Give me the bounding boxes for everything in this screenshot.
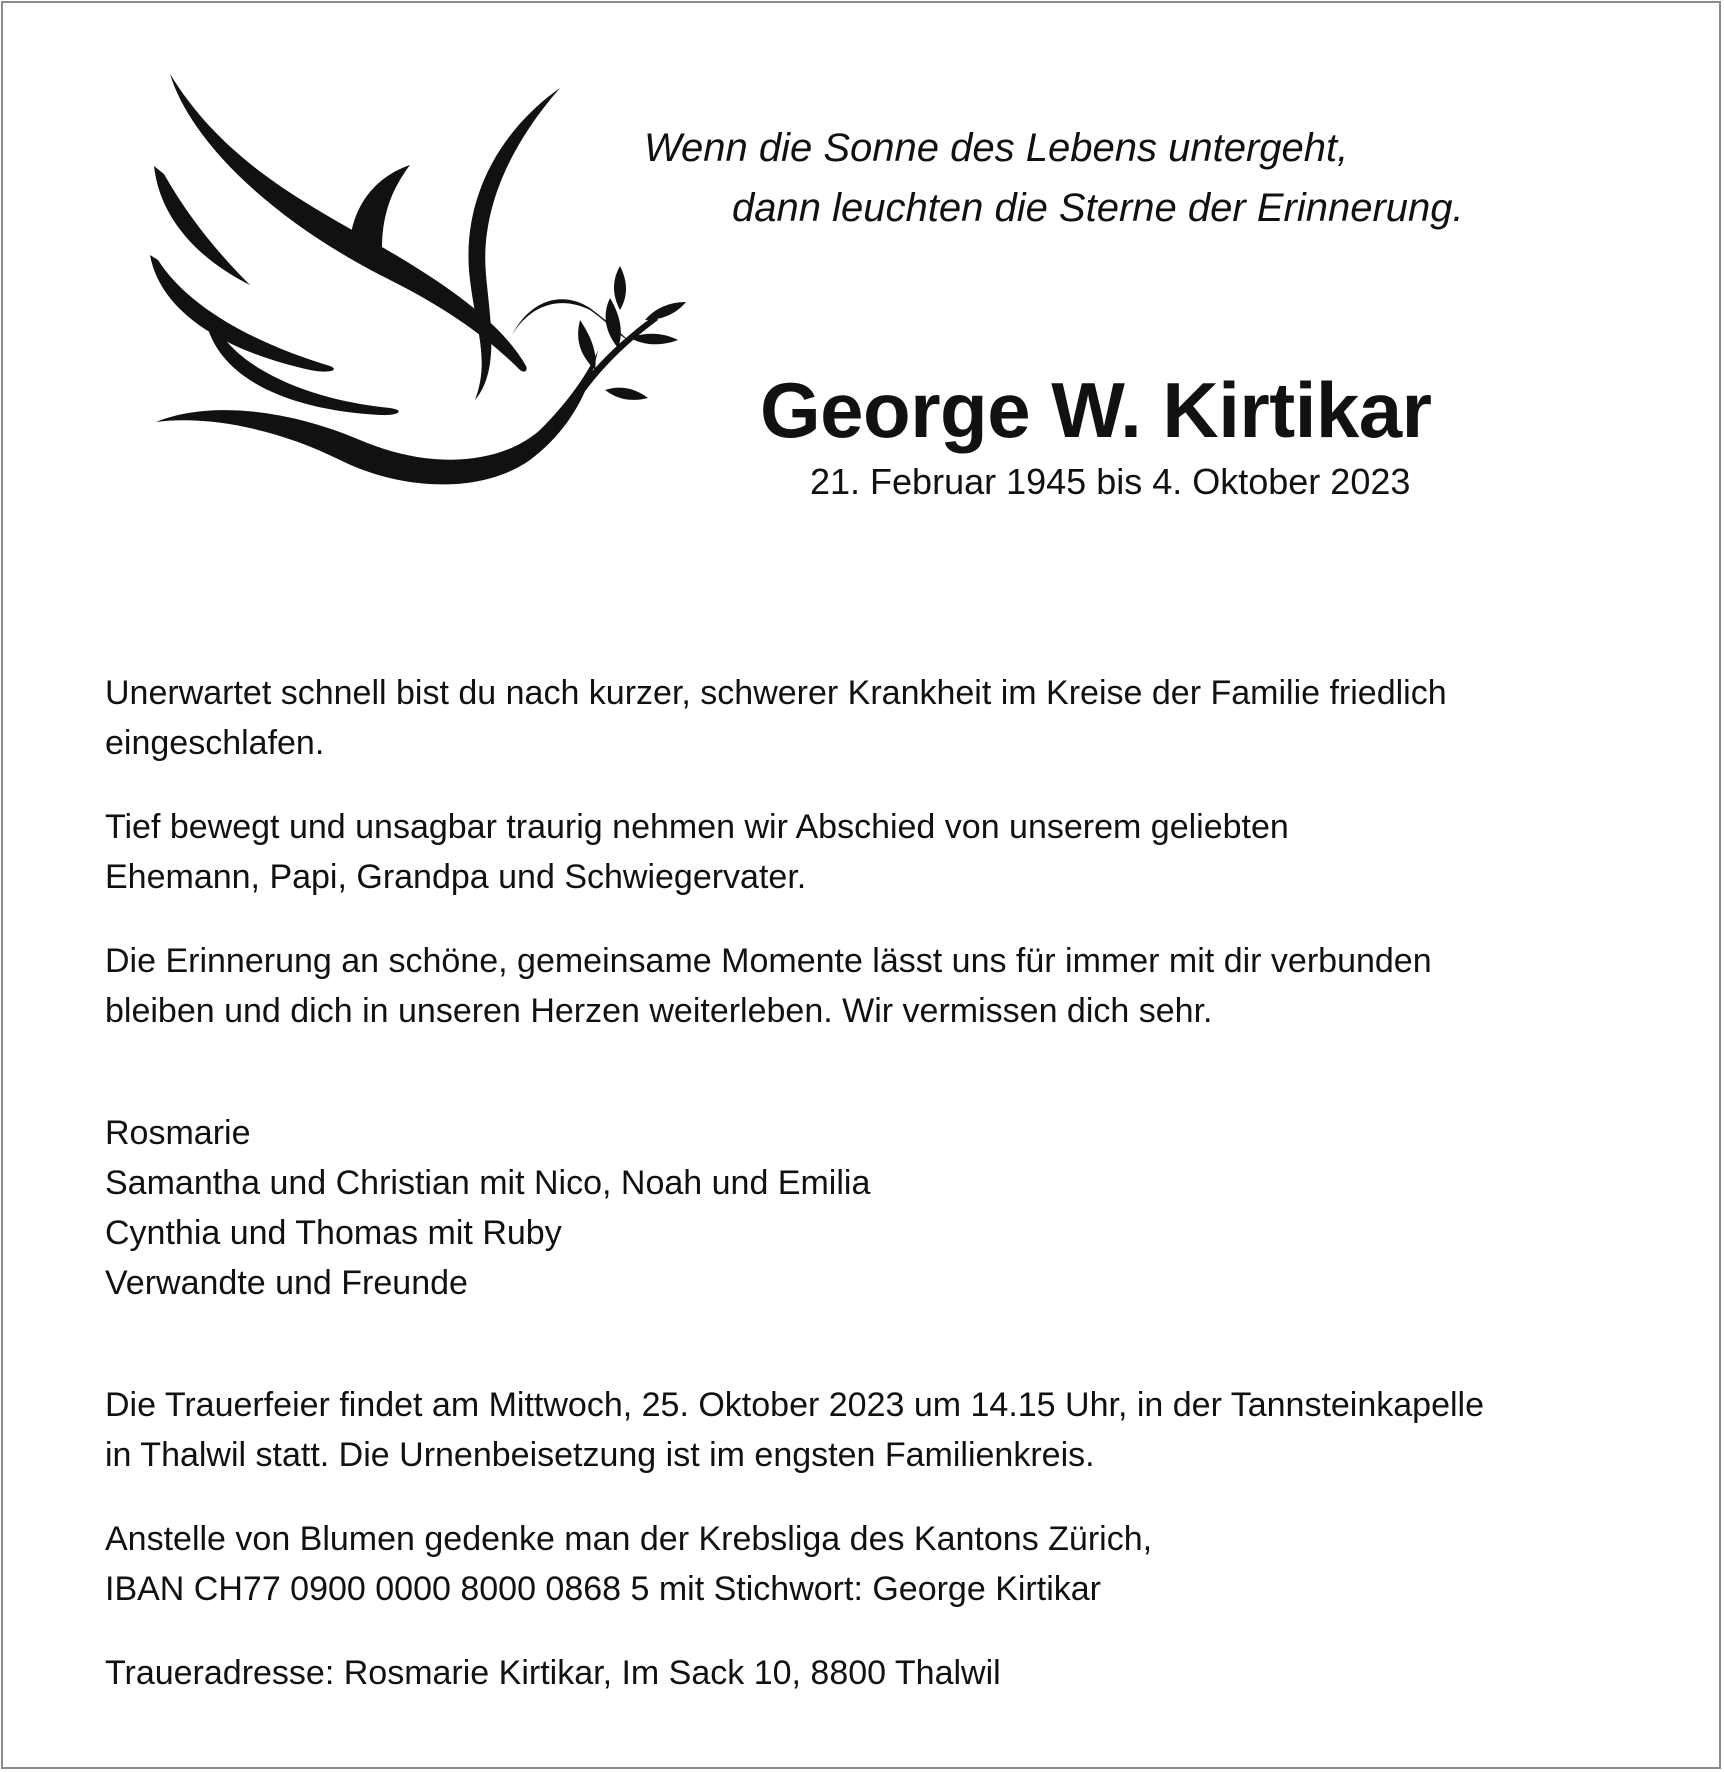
mourner-entry: Cynthia und Thomas mit Ruby: [105, 1214, 562, 1252]
mourning-address: Traueradresse: Rosmarie Kirtikar, Im Sack 10, 8800 Thalwil: [105, 1654, 1001, 1692]
mourner-entry: Rosmarie: [105, 1114, 251, 1152]
quote-line-2: dann leuchten die Sterne der Erinnerung.: [732, 186, 1464, 230]
mourner-entry: Verwandte und Freunde: [105, 1264, 468, 1302]
dove-feather-small: [350, 165, 410, 248]
paragraph-farewell: [105, 802, 1645, 902]
paragraph-line: in Thalwil statt. Die Urnenbeisetzung ist im engsten Familienkreis.: [105, 1436, 1095, 1474]
mourners-list: [105, 1108, 1645, 1308]
paragraph-memories: [105, 936, 1645, 1036]
paragraph-line: bleiben und dich in unseren Herzen weiterleben. Wir vermissen dich sehr.: [105, 992, 1213, 1030]
paragraph-line: Anstelle von Blumen gedenke man der Krebsliga des Kantons Zürich,: [105, 1520, 1153, 1558]
paragraph-line: Tief bewegt und unsagbar traurig nehmen wir Abschied von unserem geliebten: [105, 808, 1289, 846]
dove-wing-stroke-3: [150, 255, 334, 372]
olive-leaf-4: [645, 302, 686, 320]
dove-wing-stroke-2: [154, 166, 250, 285]
paragraph-line: Ehemann, Papi, Grandpa und Schwiegervater.: [105, 858, 807, 896]
olive-leaf-1: [578, 320, 596, 370]
paragraph-passing: [105, 668, 1645, 768]
paragraph-line: eingeschlafen.: [105, 724, 325, 762]
paragraph-line: Die Trauerfeier findet am Mittwoch, 25. Oktober 2023 um 14.15 Uhr, in der Tannsteinkapelle: [105, 1386, 1485, 1424]
olive-leaf-5: [605, 388, 648, 400]
paragraph-line: Unerwartet schnell bist du nach kurzer, schwerer Krankheit im Kreise der Familie friedlich: [105, 674, 1447, 712]
quote-line-1: Wenn die Sonne des Lebens untergeht,: [644, 126, 1349, 170]
paragraph-line: IBAN CH77 0900 0000 8000 0868 5 mit Stichwort: George Kirtikar: [105, 1570, 1101, 1608]
paragraph-address: [105, 1648, 1645, 1698]
notice-body: [105, 668, 1645, 1698]
paragraph-donation: [105, 1514, 1645, 1614]
paragraph-ceremony: [105, 1380, 1645, 1480]
life-dates: 21. Februar 1945 bis 4. Oktober 2023: [810, 461, 1411, 502]
memorial-quote: [640, 118, 1540, 238]
deceased-name: George W. Kirtikar: [760, 366, 1432, 454]
dove-body-curve: [156, 350, 598, 484]
paragraph-line: Die Erinnerung an schöne, gemeinsame Momente lässt uns für immer mit dir verbunden: [105, 942, 1432, 980]
mourner-entry: Samantha und Christian mit Nico, Noah und Emilia: [105, 1164, 871, 1202]
olive-leaf-6: [614, 266, 626, 310]
